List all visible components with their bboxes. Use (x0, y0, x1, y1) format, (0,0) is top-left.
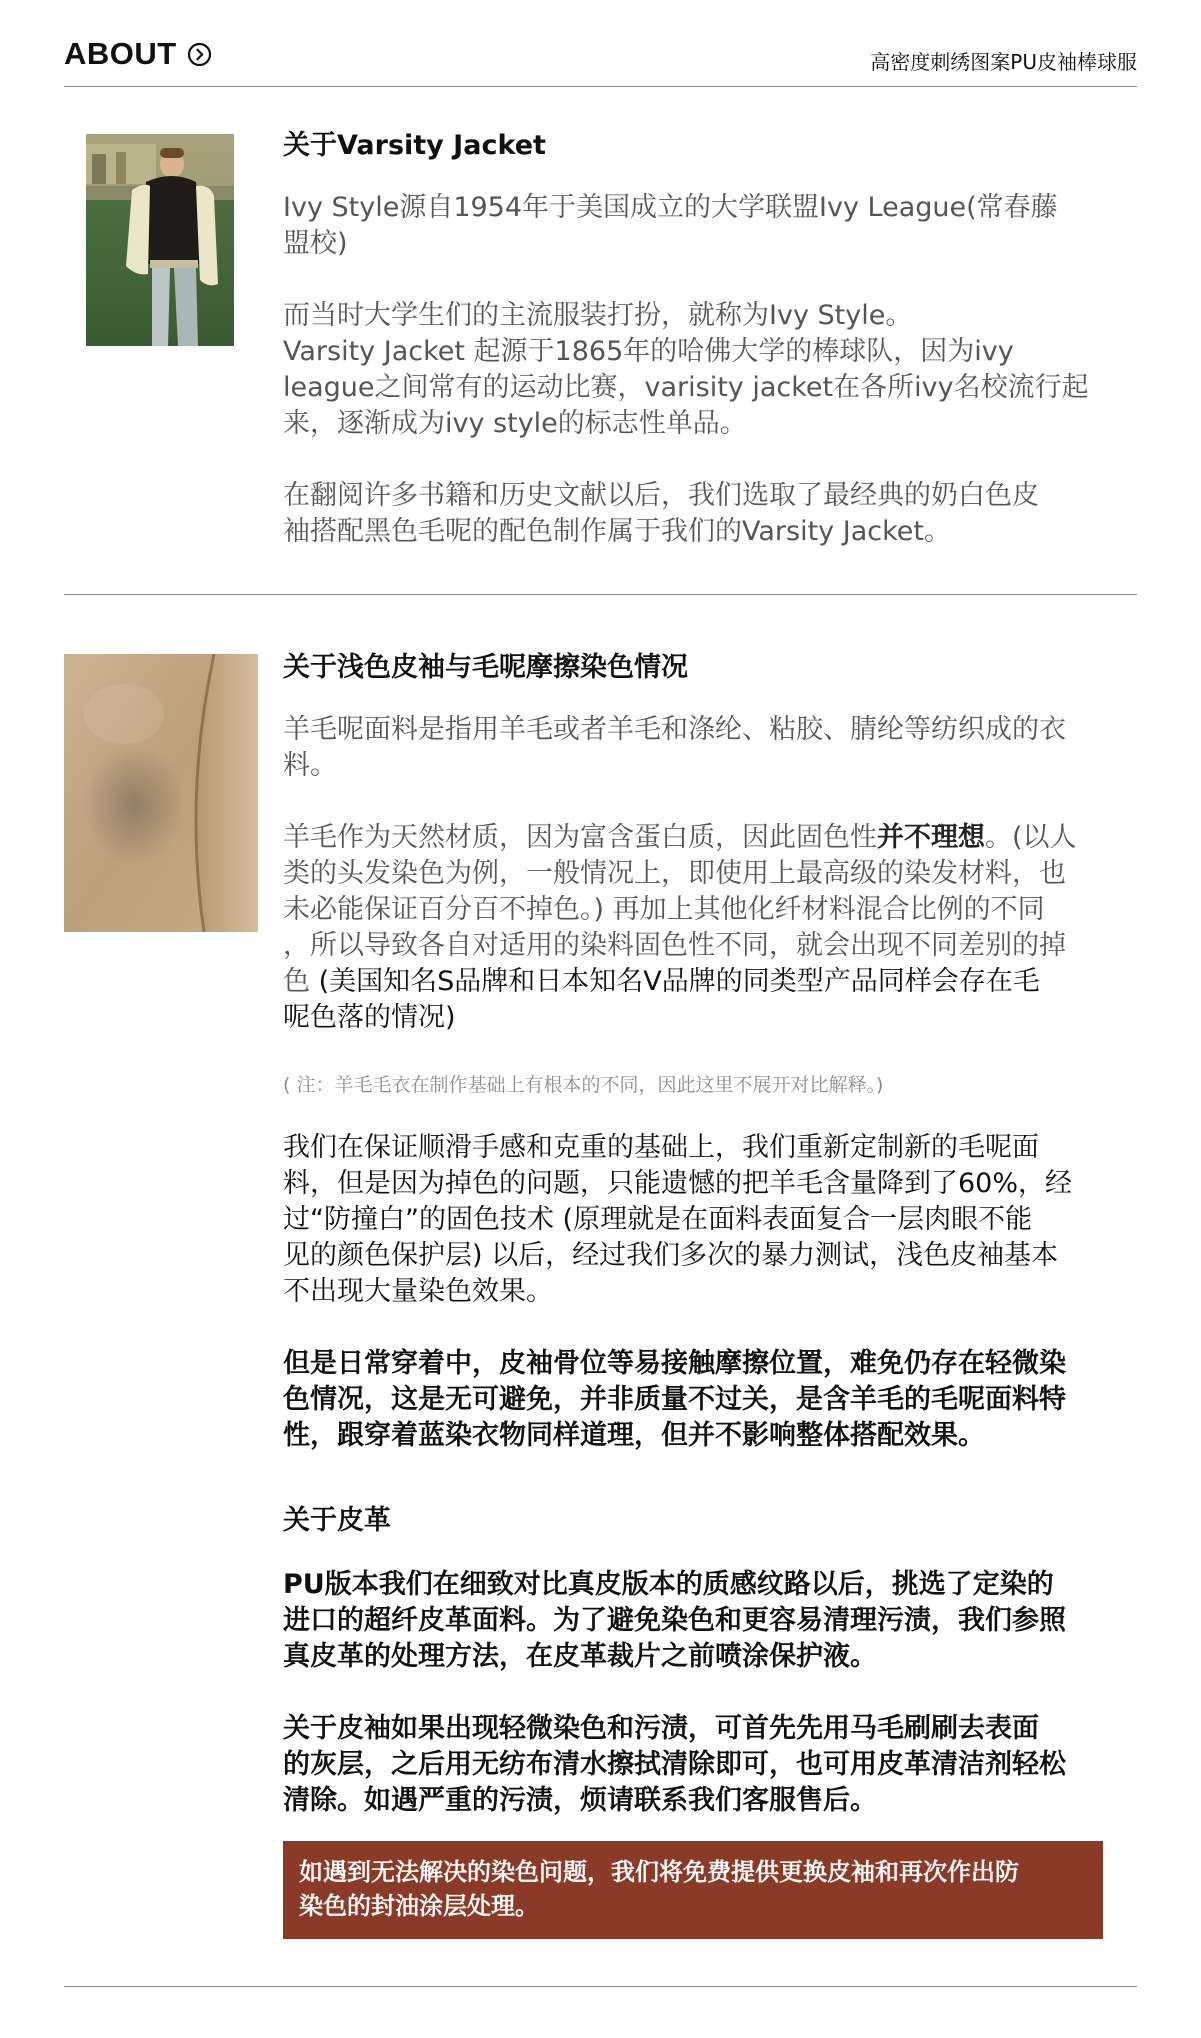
section-divider (64, 594, 1137, 595)
paragraph (283, 820, 1103, 1036)
section-divider (64, 1986, 1137, 1987)
banner-text: 如遇到无法解决的染色问题，我们将免费提供更换皮袖和再次作出防 染色的封油涂层处理。 (299, 1858, 1019, 1920)
chevron-right-circle-icon (187, 42, 212, 67)
section-varsity-history (283, 128, 1103, 550)
section-heading: 关于Varsity Jacket (283, 130, 546, 161)
section-wool-dye-transfer (283, 650, 1103, 1454)
paragraph: Ivy Style源自1954年于美国成立的大学联盟Ivy League(常春藤 盟校) (283, 192, 1058, 259)
about-link[interactable] (64, 34, 212, 74)
paragraph: 羊毛呢面料是指用羊毛或者羊毛和涤纶、粘胶、腈纶等纺织成的衣 料。 (283, 714, 1066, 781)
page-header (64, 30, 1137, 87)
paragraph: PU版本我们在细致对比真皮版本的质感纹路以后，挑选了定染的 进口的超纤皮革面料。为了避免染色和更容易清理污渍，我们参照 真皮革的处理方法，在皮革裁片之前喷涂保护液。 (283, 1569, 1066, 1672)
paragraph: 在翻阅许多书籍和历史文献以后，我们选取了最经典的奶白色皮 袖搭配黑色毛呢的配色制作属于我们的Varsity Jacket。 (283, 480, 1039, 547)
paragraph: 我们在保证顺滑手感和克重的基础上，我们重新定制新的毛呢面 料，但是因为掉色的问题，只能遗憾的把羊毛含量降到了60%，经 过“防撞白”的固色技术 (原理就是在面料表面复合一层肉眼不能 见的颜色保护层) 以后，经过我们多次的暴力测试，浅色皮袖基本 不出现大量染色效果。 (283, 1132, 1073, 1307)
paragraph: 关于皮袖如果出现轻微染色和污渍，可首先先用马毛刷刷去表面 的灰层，之后用无纺布清水擦拭清除即可，也可用皮革清洁剂轻松 清除。如遇严重的污渍，烦请联系我们客服售后。 (283, 1713, 1066, 1816)
text-run: 羊毛作为天然材质，因为富含蛋白质，因此固色性 (283, 822, 877, 853)
section-heading: 关于浅色皮袖与毛呢摩擦染色情况 (283, 652, 688, 683)
emphasis-text: 并不理想 (877, 822, 985, 853)
vintage-varsity-photo (86, 134, 234, 346)
paragraph: 而当时大学生们的主流服装打扮，就称为Ivy Style。 Varsity Jacket 起源于1865年的哈佛大学的棒球队，因为ivy league之间常有的运动比赛，varisity jacket在各所ivy名校流行起 来，逐渐成为ivy style的标志性单品。 (283, 300, 1089, 439)
section-leather (283, 1503, 1103, 1819)
footnote: ( 注：羊毛毛衣在制作基础上有根本的不同，因此这里不展开对比解释。) (283, 1074, 884, 1096)
text-run: 。(以人 类的头发染色为例，一般情况上，即使用上最高级的染发材料，也 未必能保证百分百不掉色。) 再加上其他化纤材料混合比例的不同 ，所以导致各自对适用的染料固色性不同，就会出现不同差别的掉 色 (283, 822, 1077, 997)
section-heading: 关于皮革 (283, 1505, 391, 1536)
warranty-banner (283, 1841, 1103, 1939)
brand-note: (美国知名S品牌和日本知名V品牌的同类型产品同样会存在毛 呢色落的情况) (283, 966, 1040, 1033)
about-label: ABOUT (64, 36, 177, 71)
leather-sleeve-photo (64, 654, 258, 932)
product-title: 高密度刺绣图案PU皮袖棒球服 (870, 50, 1137, 74)
paragraph: 但是日常穿着中，皮袖骨位等易接触摩擦位置，难免仍存在轻微染 色情况，这是无可避免，并非质量不过关，是含羊毛的毛呢面料特 性，跟穿着蓝染衣物同样道理，但并不影响整体搭配效果。 (283, 1348, 1066, 1451)
